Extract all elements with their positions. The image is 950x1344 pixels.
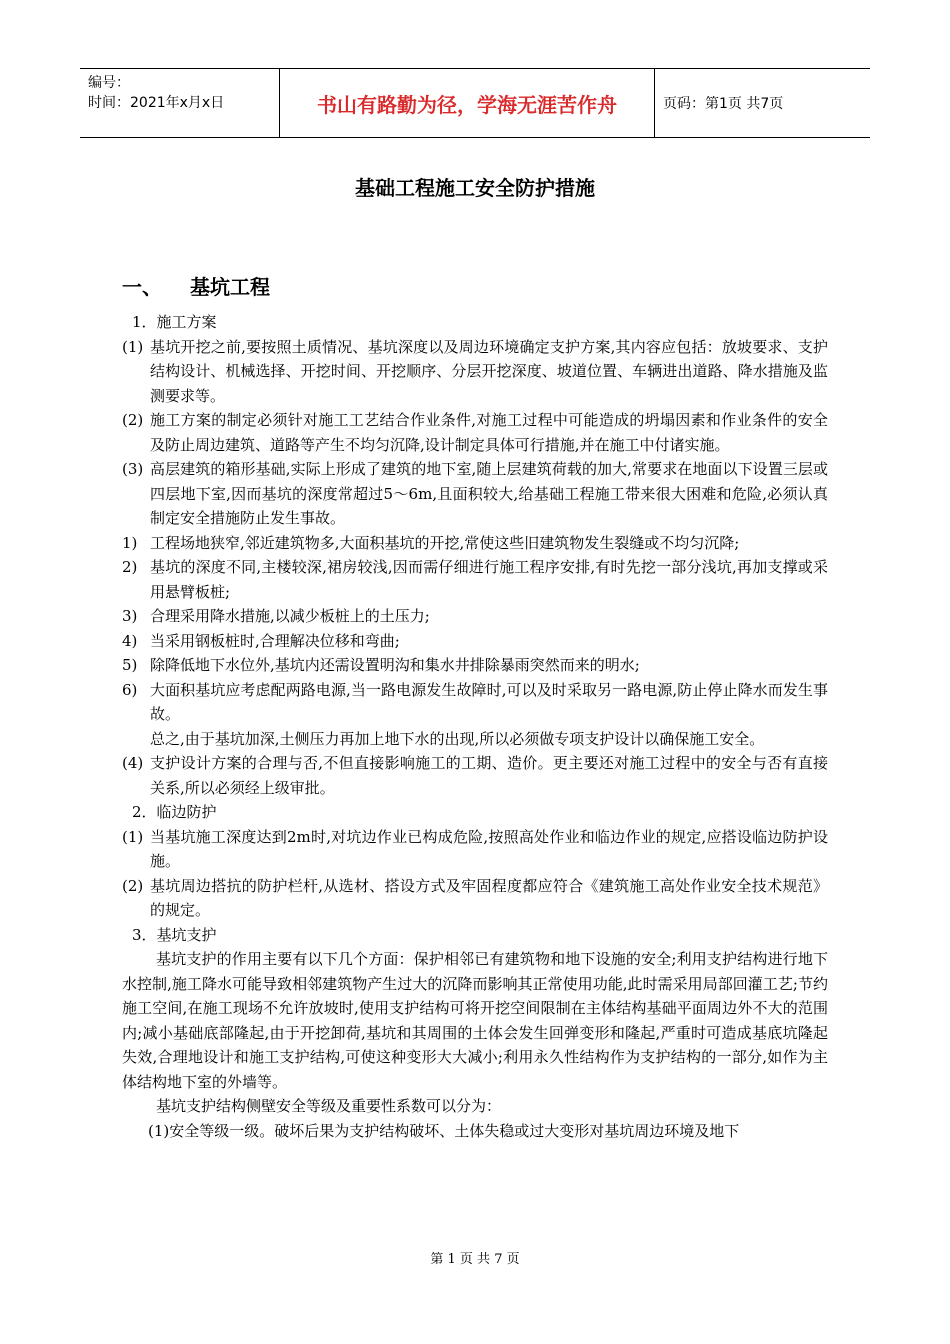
list-marker: (1) <box>122 827 144 846</box>
body-paragraph: (1)安全等级一级。破坏后果为支护结构破坏、土体失稳或过大变形对基坑周边环境及地下 <box>148 1121 740 1140</box>
list-text: 当采用钢板桩时,合理解决位移和弯曲; <box>150 631 400 650</box>
list-marker: 1) <box>122 533 138 552</box>
list-text: 高层建筑的箱形基础,实际上形成了建筑的地下室,随上层建筑荷载的加大,常要求在地面以下设置三层或四层地下室,因而基坑的深度常超过5～6m,且面积较大,给基础工程施工带来很大困难和危险,必须认真制定安全措施防止发生事故。 <box>150 460 828 527</box>
body-paragraph: 基坑支护结构侧壁安全等级及重要性系数可以分为： <box>156 1097 502 1115</box>
list-item <box>122 555 828 604</box>
list-text: 基坑周边搭抗的防护栏杆,从选材、搭设方式及牢固程度都应符合《建筑施工高处作业安全技术规范》的规定。 <box>150 876 828 919</box>
list-marker: (3) <box>122 460 144 478</box>
list-marker: (1) <box>122 337 144 356</box>
subheading-3: 3．基坑支护 <box>132 925 217 944</box>
list-item <box>122 825 828 874</box>
section-title: 基坑工程 <box>190 275 270 299</box>
list-text: 除降低地下水位外,基坑内还需设置明沟和集水井排除暴雨突然而来的明水; <box>150 656 640 674</box>
list-marker: (2) <box>122 411 144 429</box>
list-item <box>122 531 828 556</box>
time-label: 时间：2021年x月x日 <box>88 95 225 111</box>
list-marker: (4) <box>122 754 144 772</box>
subheading-2: 2．临边防护 <box>132 803 217 821</box>
section-number: 一、 <box>122 275 162 299</box>
list-text: 施工方案的制定必须针对施工工艺结合作业条件,对施工过程中可能造成的坍塌因素和作业条件的安全及防止周边建筑、道路等产生不均匀沉降,设计制定具体可行措施,并在施工中付诸实施。 <box>150 411 828 454</box>
list-marker: 5) <box>122 656 138 674</box>
page-info: 页码：第1页 共7页 <box>663 96 784 112</box>
list-item <box>122 653 828 678</box>
list-text: 当基坑施工深度达到2m时,对坑边作业已构成危险,按照高处作业和临边作业的规定,应搭设临边防护设施。 <box>150 827 828 870</box>
list-marker: (2) <box>122 876 144 895</box>
subheading-1: 1．施工方案 <box>132 313 217 331</box>
list-marker: 6) <box>122 680 138 699</box>
list-text: 基坑的深度不同,主楼较深,裙房较浅,因而需仔细进行施工程序安排,有时先挖一部分浅坑,再加支撑或采用悬臂板桩; <box>150 558 828 601</box>
list-marker: 4) <box>122 631 138 650</box>
list-text: 大面积基坑应考虑配两路电源,当一路电源发生故障时,可以及时采取另一路电源,防止停止降水而发生事故。 <box>150 680 828 723</box>
number-label: 编号： <box>88 75 130 91</box>
list-item <box>122 629 828 654</box>
page-title: 基础工程施工安全防护措施 <box>355 176 595 200</box>
list-marker: 3) <box>122 607 138 625</box>
list-text: 支护设计方案的合理与否,不但直接影响施工的工期、造价。更主要还对施工过程中的安全与否有直接关系,所以必须经上级审批。 <box>150 754 828 797</box>
list-item <box>122 604 828 629</box>
header-left-cell <box>80 69 280 137</box>
list-item <box>122 408 828 457</box>
list-item <box>122 678 828 727</box>
list-text: 工程场地狭窄,邻近建筑物多,大面积基坑的开挖,常使这些旧建筑物发生裂缝或不均匀沉降; <box>150 533 740 552</box>
summary-paragraph: 总之,由于基坑加深,土侧压力再加上地下水的出现,所以必须做专项支护设计以确保施工安全。 <box>150 729 765 748</box>
header-table <box>80 68 870 138</box>
page-footer: 第 1 页 共 7 页 <box>430 1252 520 1267</box>
body-paragraph: 基坑支护的作用主要有以下几个方面：保护相邻已有建筑物和地下设施的安全;利用支护结构进行地下水控制,施工降水可能导致相邻建筑物产生过大的沉降而影响其正常使用功能,此时需采用局部回灌工艺;节约施工空间,在施工现场不允许放坡时,使用支护结构可将开挖空间限制在主体结构基础平面周边外不大的范围内;减小基础底部隆起,由于开挖卸荷,基坑和其周围的土体会发生回弹变形和隆起,严重时可造成基底坑隆起失效,合理地设计和施工支护结构,可使这种变形大大减小;利用永久性结构作为支护结构的一部分,如作为主体结构地下室的外墙等。 <box>122 950 828 1091</box>
section-heading <box>122 271 270 300</box>
motto: 书山有路勤为径，学海无涯苦作舟 <box>280 69 655 137</box>
list-item <box>122 335 828 409</box>
list-item <box>122 457 828 531</box>
body-content <box>122 310 828 1143</box>
list-text: 合理采用降水措施,以减少板桩上的土压力; <box>150 607 430 625</box>
list-marker: 2) <box>122 558 138 576</box>
list-text: 基坑开挖之前,要按照土质情况、基坑深度以及周边环境确定支护方案,其内容应包括：放坡要求、支护结构设计、机械选择、开挖时间、开挖顺序、分层开挖深度、坡道位置、车辆进出道路、降水措施及监测要求等。 <box>150 337 828 405</box>
list-item <box>122 751 828 800</box>
list-item <box>122 874 828 923</box>
